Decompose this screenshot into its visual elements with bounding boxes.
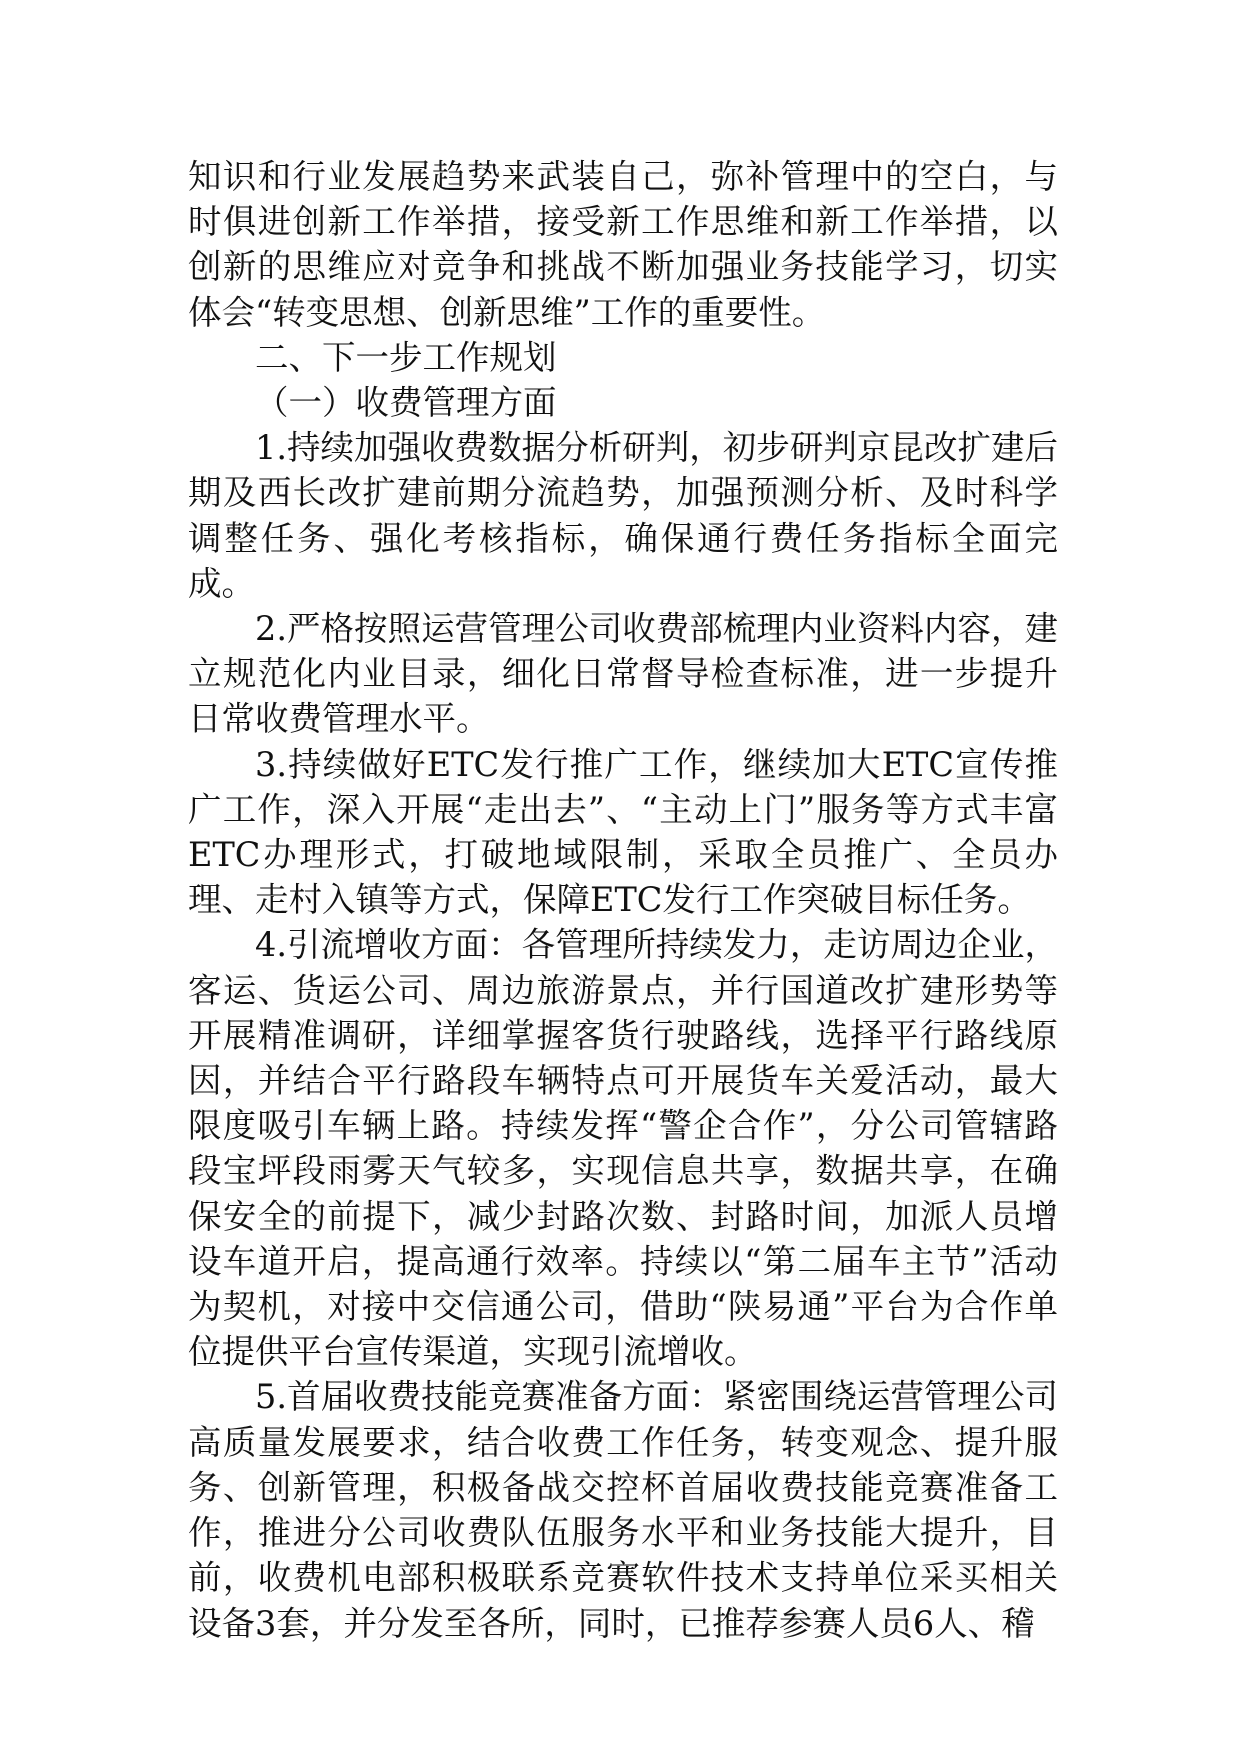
paragraph-item-4: 4.引流增收方面：各管理所持续发力，走访周边企业，客运、货运公司、周边旅游景点，并行国道改扩建形势等开展精准调研，详细掌握客货行驶路线，选择平行路线原因，并结合平行路段车辆特点可开展货车关爱活动，最大限度吸引车辆上路。持续发挥“警企合作”，分公司管辖路段宝坪段雨雾天气较多，实现信息共享，数据共享，在确保安全的前提下，减少封路次数、封路时间，加派人员增设车道开启，提高通行效率。持续以“第二届车主节”活动为契机，对接中交信通公司，借助“陕易通”平台为合作单位提供平台宣传渠道，实现引流增收。 bbox=[188, 925, 1058, 1372]
paragraph-item-1: 1.持续加强收费数据分析研判，初步研判京昆改扩建后期及西长改扩建前期分流趋势，加强预测分析、及时科学调整任务、强化考核指标，确保通行费任务指标全面完成。 bbox=[188, 428, 1058, 603]
paragraph-item-5: 5.首届收费技能竞赛准备方面：紧密围绕运营管理公司高质量发展要求，结合收费工作任务，转变观念、提升服务、创新管理，积极备战交控杯首届收费技能竞赛准备工作，推进分公司收费队伍服务水平和业务技能大提升，目前，收费机电部积极联系竞赛软件技术支持单位采买相关设备3套，并分发至各所，同时，已推荐参赛人员6人、稽 bbox=[188, 1377, 1058, 1643]
paragraph-continuation: 知识和行业发展趋势来武装自己，弥补管理中的空白，与时俱进创新工作举措，接受新工作思维和新工作举措，以创新的思维应对竞争和挑战不断加强业务技能学习，切实体会“转变思想、创新思维”工作的重要性。 bbox=[188, 157, 1058, 332]
section-heading-next-steps: 二、下一步工作规划 bbox=[255, 337, 557, 377]
subsection-heading-toll-management: （一）收费管理方面 bbox=[255, 383, 557, 423]
paragraph-item-3: 3.持续做好ETC发行推广工作，继续加大ETC宣传推广工作，深入开展“走出去”、“主动上门”服务等方式丰富ETC办理形式，打破地域限制，采取全员推广、全员办理、走村入镇等方式，保障ETC发行工作突破目标任务。 bbox=[188, 744, 1058, 920]
paragraph-item-2: 2.严格按照运营管理公司收费部梳理内业资料内容，建立规范化内业目录，细化日常督导检查标准，进一步提升日常收费管理水平。 bbox=[188, 609, 1058, 739]
document-page bbox=[188, 154, 1058, 1646]
